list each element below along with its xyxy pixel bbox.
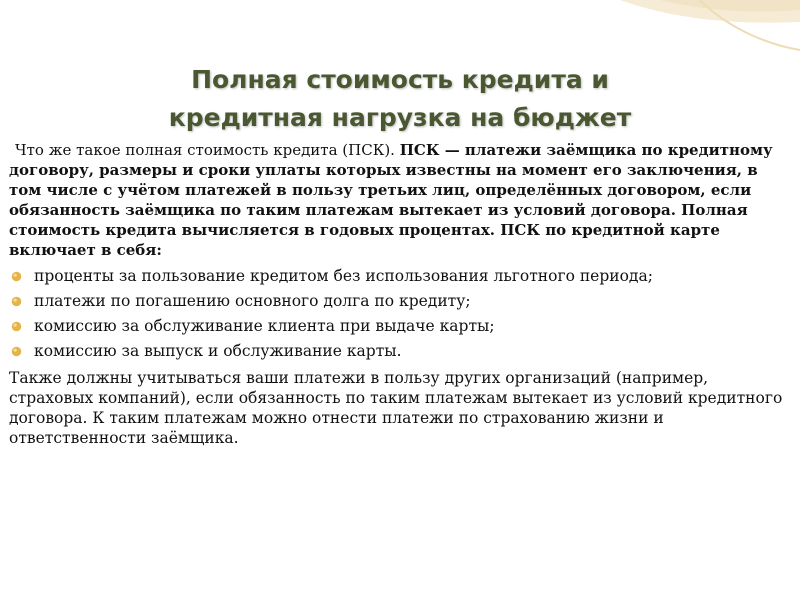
title-line-1: Полная стоимость кредита и [191, 64, 609, 94]
list-item [9, 289, 793, 314]
bullet-icon [11, 321, 22, 332]
intro-question: Что же такое полная стоимость кредита (ПСК). [15, 141, 400, 159]
list-item-text: проценты за пользование кредитом без использования льготного периода; [34, 267, 653, 285]
list-item [9, 264, 793, 289]
intro-paragraph [9, 140, 793, 260]
slide-title [80, 61, 720, 137]
slide-content [9, 140, 793, 464]
list-item-text: платежи по погашению основного долга по кредиту; [34, 292, 471, 310]
intro-definition: ПСК — платежи заёмщика по кредитному договору, размеры и сроки уплаты которых известны на момент его заключения, в том числе с учётом платежей в пользу третьих лиц, определённых договором, если обязанность заёмщика по таким платежам вытекает из условий договора. Полная стоимость кредита вычисляется в годовых процентах. ПСК по кредитной карте включает в себя: [9, 141, 773, 259]
psk-components-list [9, 264, 793, 364]
title-line-2: кредитная нагрузка на бюджет [168, 102, 632, 132]
list-item-text: комиссию за обслуживание клиента при выдаче карты; [34, 317, 495, 335]
list-item [9, 339, 793, 364]
list-item-text: комиссию за выпуск и обслуживание карты. [34, 342, 402, 360]
corner-decoration [580, 0, 800, 60]
list-item [9, 314, 793, 339]
outro-paragraph: Также должны учитываться ваши платежи в пользу других организаций (например, страховых компаний), если обязанность по таким платежам вытекает из условий кредитного договора. К таким платежам можно отнести платежи по страхованию жизни и ответственности заёмщика. [9, 369, 783, 447]
bullet-icon [11, 296, 22, 307]
bullet-icon [11, 271, 22, 282]
bullet-icon [11, 346, 22, 357]
